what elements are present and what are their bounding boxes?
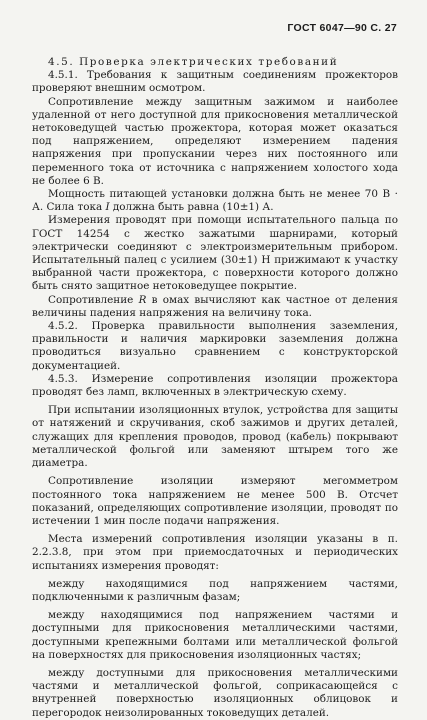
paragraph-4-5-3: 4.5.3. Измерение сопротивления изоляции прожектора проводят без ламп, включенных в электрическую схему. [32,372,398,399]
paragraph-measurement-points: Места измерений сопротивления изоляции указаны в п. 2.2.3.8, при этом при приемосдаточных и периодических испытаниях измерения проводят: [32,533,398,572]
paragraph-item-accessible-parts: между находящимися под напряжением частями и доступными для прикосновения металлическими частями, доступными крепежными болтами или металлической фольгой на поверхностях для прикосновения изоляционных частях; [32,609,398,661]
power-text-b: должна быть равна (10±1) А. [109,201,274,214]
document-body [32,56,398,720]
paragraph-resistance-calc [32,294,398,320]
current-symbol: I [105,201,110,214]
page-header: ГОСТ 6047—90 С. 27 [287,22,397,34]
paragraph-4-5-2: 4.5.2. Проверка правильности выполнения заземления, правильности и наличия маркировки заземления должна проводиться визуально сравнением с конструкторской документацией. [32,320,398,372]
resistance-symbol: R [138,293,147,306]
paragraph-test-finger: Измерения проводят при помощи испытательного пальца по ГОСТ 14254 с жестко зажатыми шарнирами, который электрически соединяют с электроизмерительным прибором. Испытательный палец с усилием (30±1) Н прижимают к участку выбранной части прожектора, с поверхности которого должно быть снято защитное нетоковедущее покрытие. [32,214,398,293]
paragraph-item-foil: между доступными для прикосновения металлическими частями и металлической фольгой, соприкасающейся с внутренней поверхностью изоляционных облицовок и перегородок неизолированных токоведущих деталей. [32,666,398,719]
resistance-text-a: Сопротивление [48,293,139,306]
paragraph-megohmmeter: Сопротивление изоляции измеряют мегомметром постоянного тока напряжением не менее 500 В. Отсчет показаний, определяющих сопротивление изоляции, проводят по истечении 1 мин после подачи напряжения. [32,475,398,527]
paragraph-power [32,188,398,214]
paragraph-4-5-1: 4.5.1. Требования к защитным соединениям прожекторов проверяют внешним осмотром. [32,69,398,95]
paragraph-item-phases: между находящимися под напряжением частями, подключенными к различным фазам; [32,577,398,603]
power-text-a: Мощность питающей установки должна быть не менее 70 В · А. Сила тока [32,188,398,214]
paragraph-bushings: При испытании изоляционных втулок, устройства для защиты от натяжений и скручивания, скоб зажимов и других деталей, служащих для крепления проводов, провод (кабель) покрывают металлической фольгой или заменяют штырем того же диаметра. [32,404,398,470]
section-heading: 4.5. Проверка электрических требований [48,56,339,68]
resistance-text-b: в омах вычисляют как частное от деления величины падения напряжения на величину тока. [32,293,398,319]
paragraph-resistance-method: Сопротивление между защитным зажимом и наиболее удаленной от него доступной для прикосновения металлической нетоковедущей частью прожектора, которая может оказаться под напряжением, определяют измерением падения напряжения при пропускании через них постоянного или переменного тока от источника с напряжением холостого хода не более 6 В. [32,95,398,187]
